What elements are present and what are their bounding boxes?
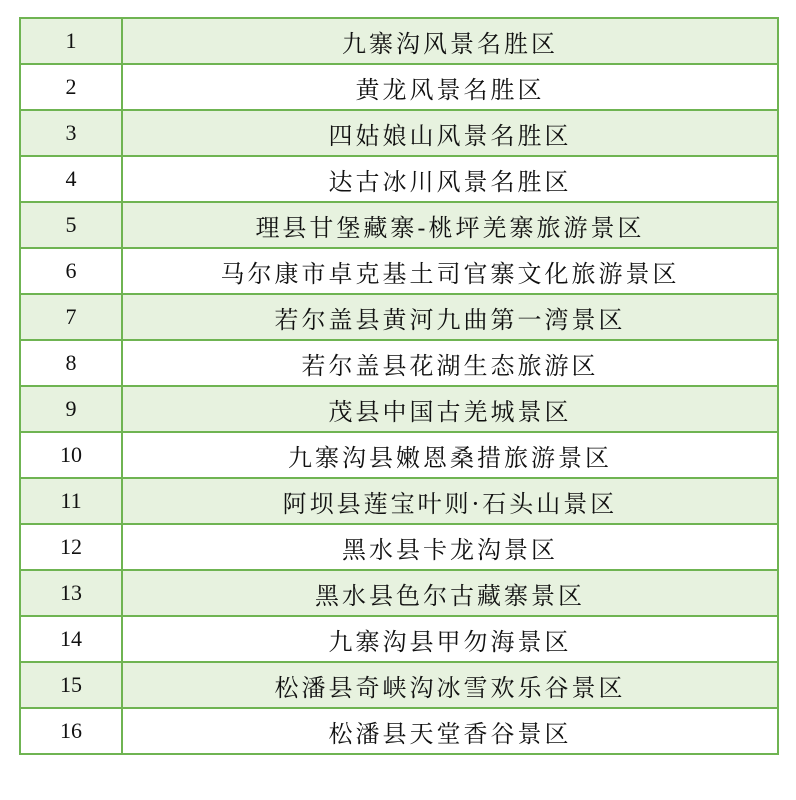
scenic-area-name-cell: 黑水县色尔古藏寨景区 — [122, 570, 778, 616]
scenic-area-name-cell: 阿坝县莲宝叶则·石头山景区 — [122, 478, 778, 524]
table-row — [20, 248, 778, 294]
table-row — [20, 708, 778, 754]
scenic-area-name-cell: 四姑娘山风景名胜区 — [122, 110, 778, 156]
row-number-cell: 8 — [20, 340, 122, 386]
row-number-cell: 3 — [20, 110, 122, 156]
scenic-area-name-cell: 黑水县卡龙沟景区 — [122, 524, 778, 570]
row-number-cell: 1 — [20, 18, 122, 64]
row-number-cell: 9 — [20, 386, 122, 432]
scenic-area-table — [19, 17, 779, 755]
table-row — [20, 386, 778, 432]
scenic-area-name-cell: 茂县中国古羌城景区 — [122, 386, 778, 432]
scenic-area-name-cell: 九寨沟县嫩恩桑措旅游景区 — [122, 432, 778, 478]
scenic-area-table-container — [19, 17, 779, 755]
table-row — [20, 340, 778, 386]
scenic-area-name-cell: 马尔康市卓克基土司官寨文化旅游景区 — [122, 248, 778, 294]
table-row — [20, 432, 778, 478]
table-row — [20, 156, 778, 202]
row-number-cell: 2 — [20, 64, 122, 110]
row-number-cell: 7 — [20, 294, 122, 340]
table-row — [20, 478, 778, 524]
table-row — [20, 294, 778, 340]
table-row — [20, 110, 778, 156]
scenic-area-name-cell: 黄龙风景名胜区 — [122, 64, 778, 110]
row-number-cell: 15 — [20, 662, 122, 708]
scenic-area-name-cell: 若尔盖县花湖生态旅游区 — [122, 340, 778, 386]
scenic-area-name-cell: 九寨沟风景名胜区 — [122, 18, 778, 64]
row-number-cell: 16 — [20, 708, 122, 754]
table-row — [20, 524, 778, 570]
row-number-cell: 5 — [20, 202, 122, 248]
scenic-area-name-cell: 松潘县奇峡沟冰雪欢乐谷景区 — [122, 662, 778, 708]
table-row — [20, 202, 778, 248]
scenic-area-name-cell: 理县甘堡藏寨-桃坪羌寨旅游景区 — [122, 202, 778, 248]
scenic-area-name-cell: 达古冰川风景名胜区 — [122, 156, 778, 202]
scenic-area-name-cell: 九寨沟县甲勿海景区 — [122, 616, 778, 662]
table-row — [20, 662, 778, 708]
table-row — [20, 64, 778, 110]
row-number-cell: 14 — [20, 616, 122, 662]
row-number-cell: 12 — [20, 524, 122, 570]
table-body — [20, 18, 778, 754]
row-number-cell: 6 — [20, 248, 122, 294]
table-row — [20, 570, 778, 616]
scenic-area-name-cell: 若尔盖县黄河九曲第一湾景区 — [122, 294, 778, 340]
row-number-cell: 10 — [20, 432, 122, 478]
row-number-cell: 13 — [20, 570, 122, 616]
row-number-cell: 4 — [20, 156, 122, 202]
scenic-area-name-cell: 松潘县天堂香谷景区 — [122, 708, 778, 754]
table-row — [20, 18, 778, 64]
row-number-cell: 11 — [20, 478, 122, 524]
table-row — [20, 616, 778, 662]
